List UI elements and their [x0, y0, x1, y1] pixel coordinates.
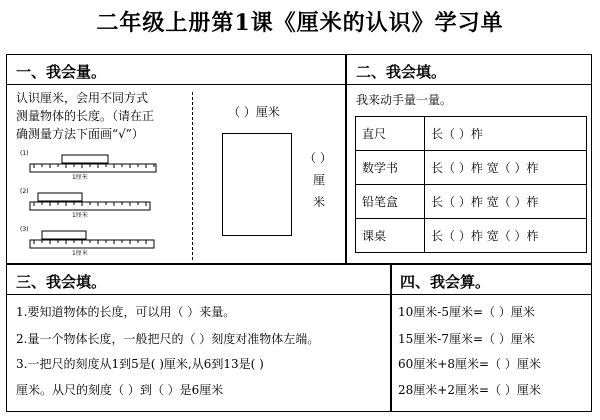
dashed-separator: [192, 92, 193, 260]
divider-top-bottom: [6, 263, 592, 265]
table-row: [356, 185, 587, 219]
table-row: [356, 151, 587, 185]
s3-heading: 三、我会填。: [16, 273, 107, 291]
ruler-label-1: (1): [20, 150, 29, 157]
row-name: 直尺: [356, 117, 425, 151]
measure-table: [355, 116, 587, 253]
s4-line-2: 15厘米-7厘米=（ ）厘米: [398, 332, 535, 346]
rect-side-unit-1: 厘: [313, 173, 326, 187]
s1-heading: 一、我会量。: [16, 63, 107, 81]
page-title: 二年级上册第1课《厘米的认识》学习单: [96, 10, 504, 36]
s1-line-3: 确测量方法下面画“√”）: [16, 127, 144, 141]
row-name: 课桌: [356, 219, 425, 253]
s1-line-1: 认识厘米，会用不同方式: [16, 91, 149, 105]
s3-line-3: 3.一把尺的刻度从1到5是( )厘米,从6到13是( ): [16, 357, 264, 371]
s4-line-4: 28厘米+2厘米=（ ）厘米: [398, 383, 541, 397]
rect-top-label: （ ）厘米: [228, 105, 280, 119]
table-row: [356, 219, 587, 253]
s3-line-1: 1.要知道物体的长度，可以用（ ）来量。: [16, 305, 236, 319]
s2-intro: 我来动手量一量。: [356, 93, 453, 107]
row-value: 长（ ）柞 宽（ ）柞: [425, 219, 587, 253]
ruler-caption-1: 1厘米: [72, 174, 88, 180]
rule-s2-heading: [345, 84, 592, 85]
ruler-2: [28, 192, 168, 218]
s4-line-1: 10厘米-5厘米=（ ）厘米: [398, 305, 535, 319]
row-name: 数学书: [356, 151, 425, 185]
divider-s3-s4: [390, 263, 392, 412]
row-value: 长（ ）柞 宽（ ）柞: [425, 151, 587, 185]
row-value: 长（ ）柞 宽（ ）柞: [425, 185, 587, 219]
ruler-caption-2: 1厘米: [72, 212, 88, 218]
table-row: [356, 117, 587, 151]
ruler-1: [28, 154, 168, 180]
rect-side-paren: （ ）: [304, 151, 332, 165]
measure-rectangle: [222, 133, 292, 236]
ruler-label-2: (2): [20, 188, 29, 195]
s2-heading: 二、我会填。: [356, 63, 447, 81]
rule-s1-heading: [6, 84, 346, 85]
divider-s1-s2: [345, 54, 347, 264]
ruler-caption-3: 1厘米: [72, 250, 88, 256]
row-value: 长（ ）柞: [425, 117, 587, 151]
rule-s3-heading: [6, 294, 391, 295]
s4-line-3: 60厘米+8厘米=（ ）厘米: [398, 357, 541, 371]
rect-side-unit-2: 米: [313, 195, 326, 209]
s3-line-4: 厘米。从尺的刻度（ ）到（ ）是6厘米: [16, 383, 224, 397]
s3-line-2: 2.量一个物体长度，一般把尺的（ ）刻度对准物体左端。: [16, 332, 320, 346]
ruler-3: [28, 230, 168, 256]
ruler-label-3: (3): [20, 226, 29, 233]
s1-line-2: 测量物体的长度。（请在正: [16, 109, 155, 123]
rule-s4-heading: [390, 294, 592, 295]
s4-heading: 四、我会算。: [400, 273, 491, 291]
row-name: 铅笔盒: [356, 185, 425, 219]
